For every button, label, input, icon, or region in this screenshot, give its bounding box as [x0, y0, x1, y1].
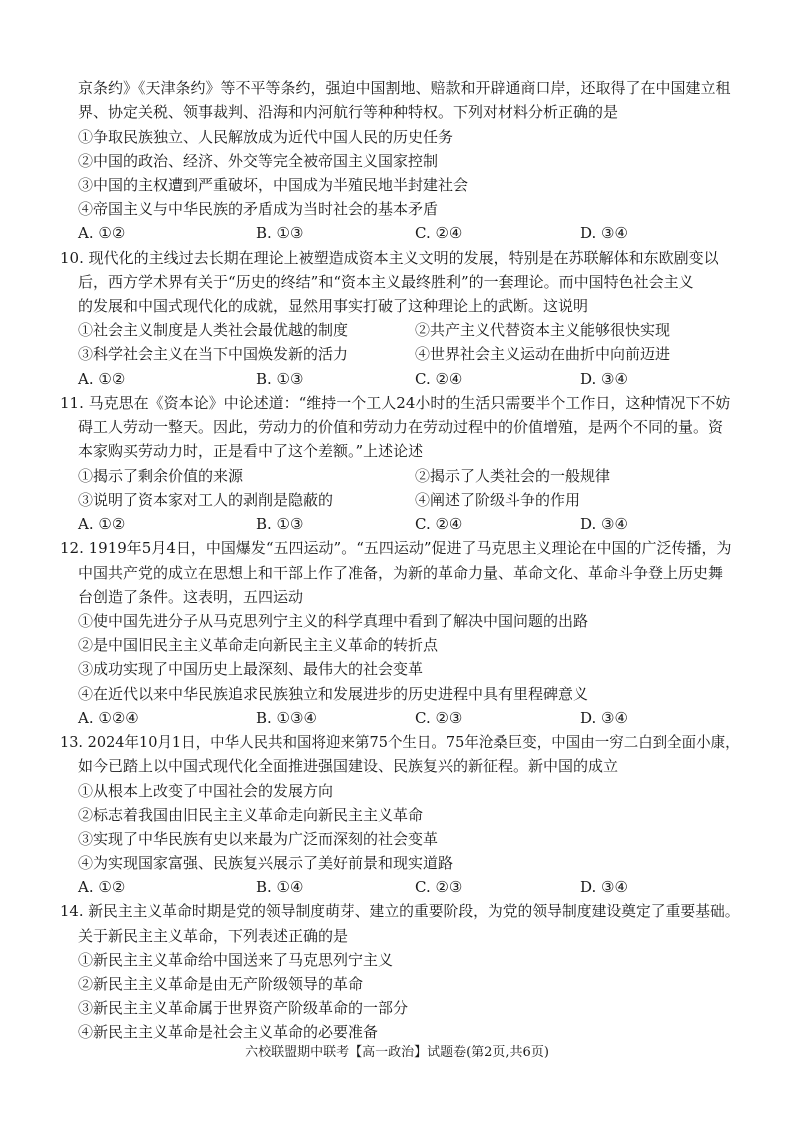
q10-option-c: C. ②④ — [415, 370, 463, 388]
q13-option-a: A. ①② — [78, 878, 126, 896]
q12-option-b: B. ①③④ — [256, 709, 317, 727]
q10-stem-line-2: 后，西方学术界有关于“历史的终结”和“资本主义最终胜利”的一套理论。而中国特色社会主义 — [78, 273, 694, 291]
q9-stem-line-1: 京条约》《天津条约》等不平等条约，强迫中国割地、赔款和开辟通商口岸，还取得了在中国建立租 — [78, 79, 731, 97]
q12-option-a: A. ①②④ — [78, 709, 139, 727]
q14-statement-3: ③新民主主义革命属于世界资产阶级革命的一部分 — [78, 999, 409, 1017]
page-footer: 六校联盟期中联考【高一政治】试题卷(第2页,共6页) — [245, 1045, 549, 1060]
q9-option-a: A. ①② — [78, 224, 126, 242]
q11-statement-3: ③说明了资本家对工人的剥削是隐蔽的 — [78, 491, 334, 509]
q9-statement-4: ④帝国主义与中华民族的矛盾成为当时社会的基本矛盾 — [78, 200, 439, 218]
q13-option-c: C. ②③ — [415, 878, 463, 896]
q9-stem-line-2: 界、协定关税、领事裁判、沿海和内河航行等种种特权。下列对材料分析正确的是 — [78, 103, 619, 121]
q13-statement-3: ③实现了中华民族有史以来最为广泛而深刻的社会变革 — [78, 830, 439, 848]
q9-option-d: D. ③④ — [580, 224, 628, 242]
q11-stem-line-1: 11. 马克思在《资本论》中论述道：“维持一个工人24小时的生活只需要半个工作日，这种情况下不妨 — [60, 394, 731, 412]
q13-statement-1: ①从根本上改变了中国社会的发展方向 — [78, 782, 334, 800]
q9-option-c: C. ②④ — [415, 224, 463, 242]
q9-statement-2: ②中国的政治、经济、外交等完全被帝国主义国家控制 — [78, 152, 439, 170]
q12-option-c: C. ②③ — [415, 709, 463, 727]
q11-statement-4: ④阐述了阶级斗争的作用 — [415, 491, 581, 509]
q10-stem-line-1: 10. 现代化的主线过去长期在理论上被塑造成资本主义文明的发展，特别是在苏联解体和东欧剧变以 — [60, 249, 719, 267]
q12-statement-3: ③成功实现了中国历史上最深刻、最伟大的社会变革 — [78, 660, 424, 678]
q10-statement-4: ④世界社会主义运动在曲折中向前迈进 — [415, 345, 671, 363]
q13-statement-4: ④为实现国家富强、民族复兴展示了美好前景和现实道路 — [78, 854, 454, 872]
q14-statement-2: ②新民主主义革命是由无产阶级领导的革命 — [78, 975, 364, 993]
q11-stem-line-2: 碍工人劳动一整天。因此，劳动力的价值和劳动力在劳动过程中的价值增殖，是两个不同的量。资 — [78, 418, 724, 436]
q12-stem-line-2: 中国共产党的成立在思想上和干部上作了准备，为新的革命力量、革命文化、革命斗争登上历史舞 — [78, 564, 724, 582]
q11-statement-2: ②揭示了人类社会的一般规律 — [415, 467, 611, 485]
q11-option-a: A. ①② — [78, 515, 126, 533]
q11-stem-line-3: 本家购买劳动力时，正是看中了这个差额。”上述论述 — [78, 442, 424, 460]
q14-stem-line-1: 14. 新民主主义革命时期是党的领导制度萌芽、建立的重要阶段，为党的领导制度建设奠定了重要基础。 — [60, 902, 740, 920]
q13-option-b: B. ①④ — [256, 878, 304, 896]
q10-stem-line-3: 的发展和中国式现代化的成就，显然用事实打破了这种理论上的武断。这说明 — [78, 297, 589, 315]
q10-option-a: A. ①② — [78, 370, 126, 388]
q11-option-d: D. ③④ — [580, 515, 628, 533]
q11-statement-1: ①揭示了剩余价值的来源 — [78, 467, 244, 485]
q13-option-d: D. ③④ — [580, 878, 628, 896]
q13-stem-line-1: 13. 2024年10月1日，中华人民共和国将迎来第75个生日。75年沧桑巨变，中国由一穷二白到全面小康， — [60, 733, 740, 751]
q9-statement-3: ③中国的主权遭到严重破坏，中国成为半殖民地半封建社会 — [78, 176, 469, 194]
q12-statement-2: ②是中国旧民主主义革命走向新民主主义革命的转折点 — [78, 636, 439, 654]
q10-statement-1: ①社会主义制度是人类社会最优越的制度 — [78, 321, 349, 339]
q12-option-d: D. ③④ — [580, 709, 628, 727]
q12-statement-1: ①使中国先进分子从马克思列宁主义的科学真理中看到了解决中国问题的出路 — [78, 612, 589, 630]
q12-statement-4: ④在近代以来中华民族追求民族独立和发展进步的历史进程中具有里程碑意义 — [78, 685, 589, 703]
q13-statement-2: ②标志着我国由旧民主主义革命走向新民主主义革命 — [78, 806, 424, 824]
q14-stem-line-2: 关于新民主主义革命，下列表述正确的是 — [78, 927, 349, 945]
q14-statement-4: ④新民主主义革命是社会主义革命的必要准备 — [78, 1023, 379, 1041]
q10-option-b: B. ①③ — [256, 370, 304, 388]
q11-option-b: B. ①③ — [256, 515, 304, 533]
q12-stem-line-3: 台创造了条件。这表明，五四运动 — [78, 588, 304, 606]
q10-statement-3: ③科学社会主义在当下中国焕发新的活力 — [78, 345, 349, 363]
q10-statement-2: ②共产主义代替资本主义能够很快实现 — [415, 321, 671, 339]
q9-statement-1: ①争取民族独立、人民解放成为近代中国人民的历史任务 — [78, 128, 454, 146]
q13-stem-line-2: 如今已踏上以中国式现代化全面推进强国建设、民族复兴的新征程。新中国的成立 — [78, 757, 619, 775]
q10-option-d: D. ③④ — [580, 370, 628, 388]
q9-option-b: B. ①③ — [256, 224, 304, 242]
q14-statement-1: ①新民主主义革命给中国送来了马克思列宁主义 — [78, 951, 394, 969]
q11-option-c: C. ②④ — [415, 515, 463, 533]
q12-stem-line-1: 12. 1919年5月4日，中国爆发“五四运动”。“五四运动”促进了马克思主义理论在中国的广泛传播，为 — [60, 539, 732, 557]
